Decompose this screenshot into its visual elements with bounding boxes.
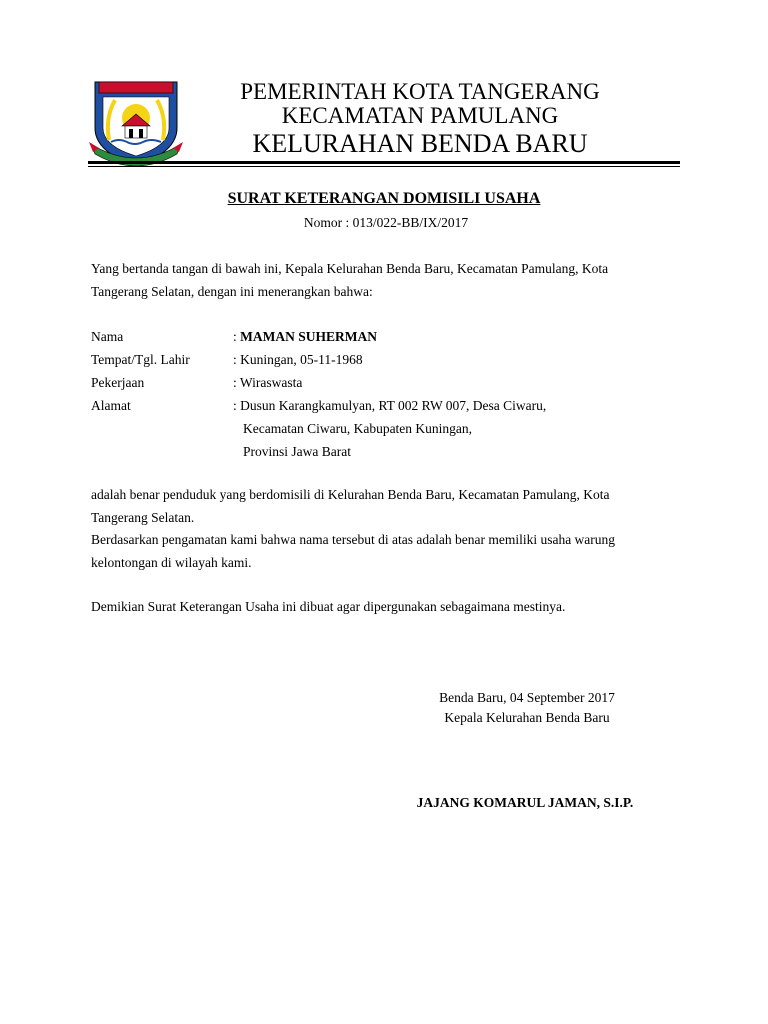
name-value: MAMAN SUHERMAN xyxy=(240,329,377,344)
paragraph-line: Berdasarkan pengamatan kami bahwa nama tersebut di atas adalah benar memiliki usaha warung xyxy=(91,532,616,547)
intro-line: Tangerang Selatan, dengan ini menerangkan bahwa: xyxy=(91,284,373,299)
letter-number: Nomor : 013/022-BB/IX/2017 xyxy=(303,215,469,230)
field-value xyxy=(233,325,377,348)
header-divider-thin xyxy=(88,166,680,167)
field-label: Nama xyxy=(91,329,124,344)
field-separator: : xyxy=(233,375,240,390)
field-label: Alamat xyxy=(91,398,131,413)
paragraph-line: adalah benar penduduk yang berdomisili di Kelurahan Benda Baru, Kecamatan Pamulang, Kota xyxy=(91,487,610,502)
field-label: Tempat/Tgl. Lahir xyxy=(91,352,190,367)
address-line: Kecamatan Ciwaru, Kabupaten Kuningan, xyxy=(243,421,473,436)
birth-value: Kuningan, 05-11-1968 xyxy=(240,352,363,367)
signature-name: JAJANG KOMARUL JAMAN, S.I.P. xyxy=(416,795,634,810)
occupation-value: Wiraswasta xyxy=(239,375,303,390)
kota-tangerang-selatan-emblem-icon xyxy=(89,78,183,170)
signature-place-date: Benda Baru, 04 September 2017 xyxy=(439,690,615,705)
address-line: Provinsi Jawa Barat xyxy=(243,444,351,459)
header-divider-thick xyxy=(88,161,680,164)
field-value xyxy=(233,371,302,394)
field-separator: : xyxy=(233,352,241,367)
observation-paragraph xyxy=(91,528,691,574)
header-district-line: KECAMATAN PAMULANG xyxy=(281,103,559,128)
field-separator: : xyxy=(233,398,241,413)
intro-line: Yang bertanda tangan di bawah ini, Kepala Kelurahan Benda Baru, Kecamatan Pamulang, Kota xyxy=(91,261,609,276)
address-line: Dusun Karangkamulyan, RT 002 RW 007, Desa Ciwaru, xyxy=(240,398,547,413)
residence-paragraph xyxy=(91,483,691,529)
field-separator: : xyxy=(233,329,241,344)
header-village-line: KELURAHAN BENDA BARU xyxy=(252,129,588,158)
intro-paragraph xyxy=(91,257,691,303)
field-value xyxy=(233,348,363,371)
field-label: Pekerjaan xyxy=(91,375,145,390)
paragraph-line: Tangerang Selatan. xyxy=(91,510,195,525)
header-government-line: PEMERINTAH KOTA TANGERANG xyxy=(240,79,600,104)
signature-position: Kepala Kelurahan Benda Baru xyxy=(444,710,610,725)
paragraph-line: kelontongan di wilayah kami. xyxy=(91,555,252,570)
field-value xyxy=(233,394,546,417)
letter-title: SURAT KETERANGAN DOMISILI USAHA xyxy=(227,190,541,207)
closing-paragraph: Demikian Surat Keterangan Usaha ini dibuat agar dipergunakan sebagaimana mestinya. xyxy=(91,599,566,614)
